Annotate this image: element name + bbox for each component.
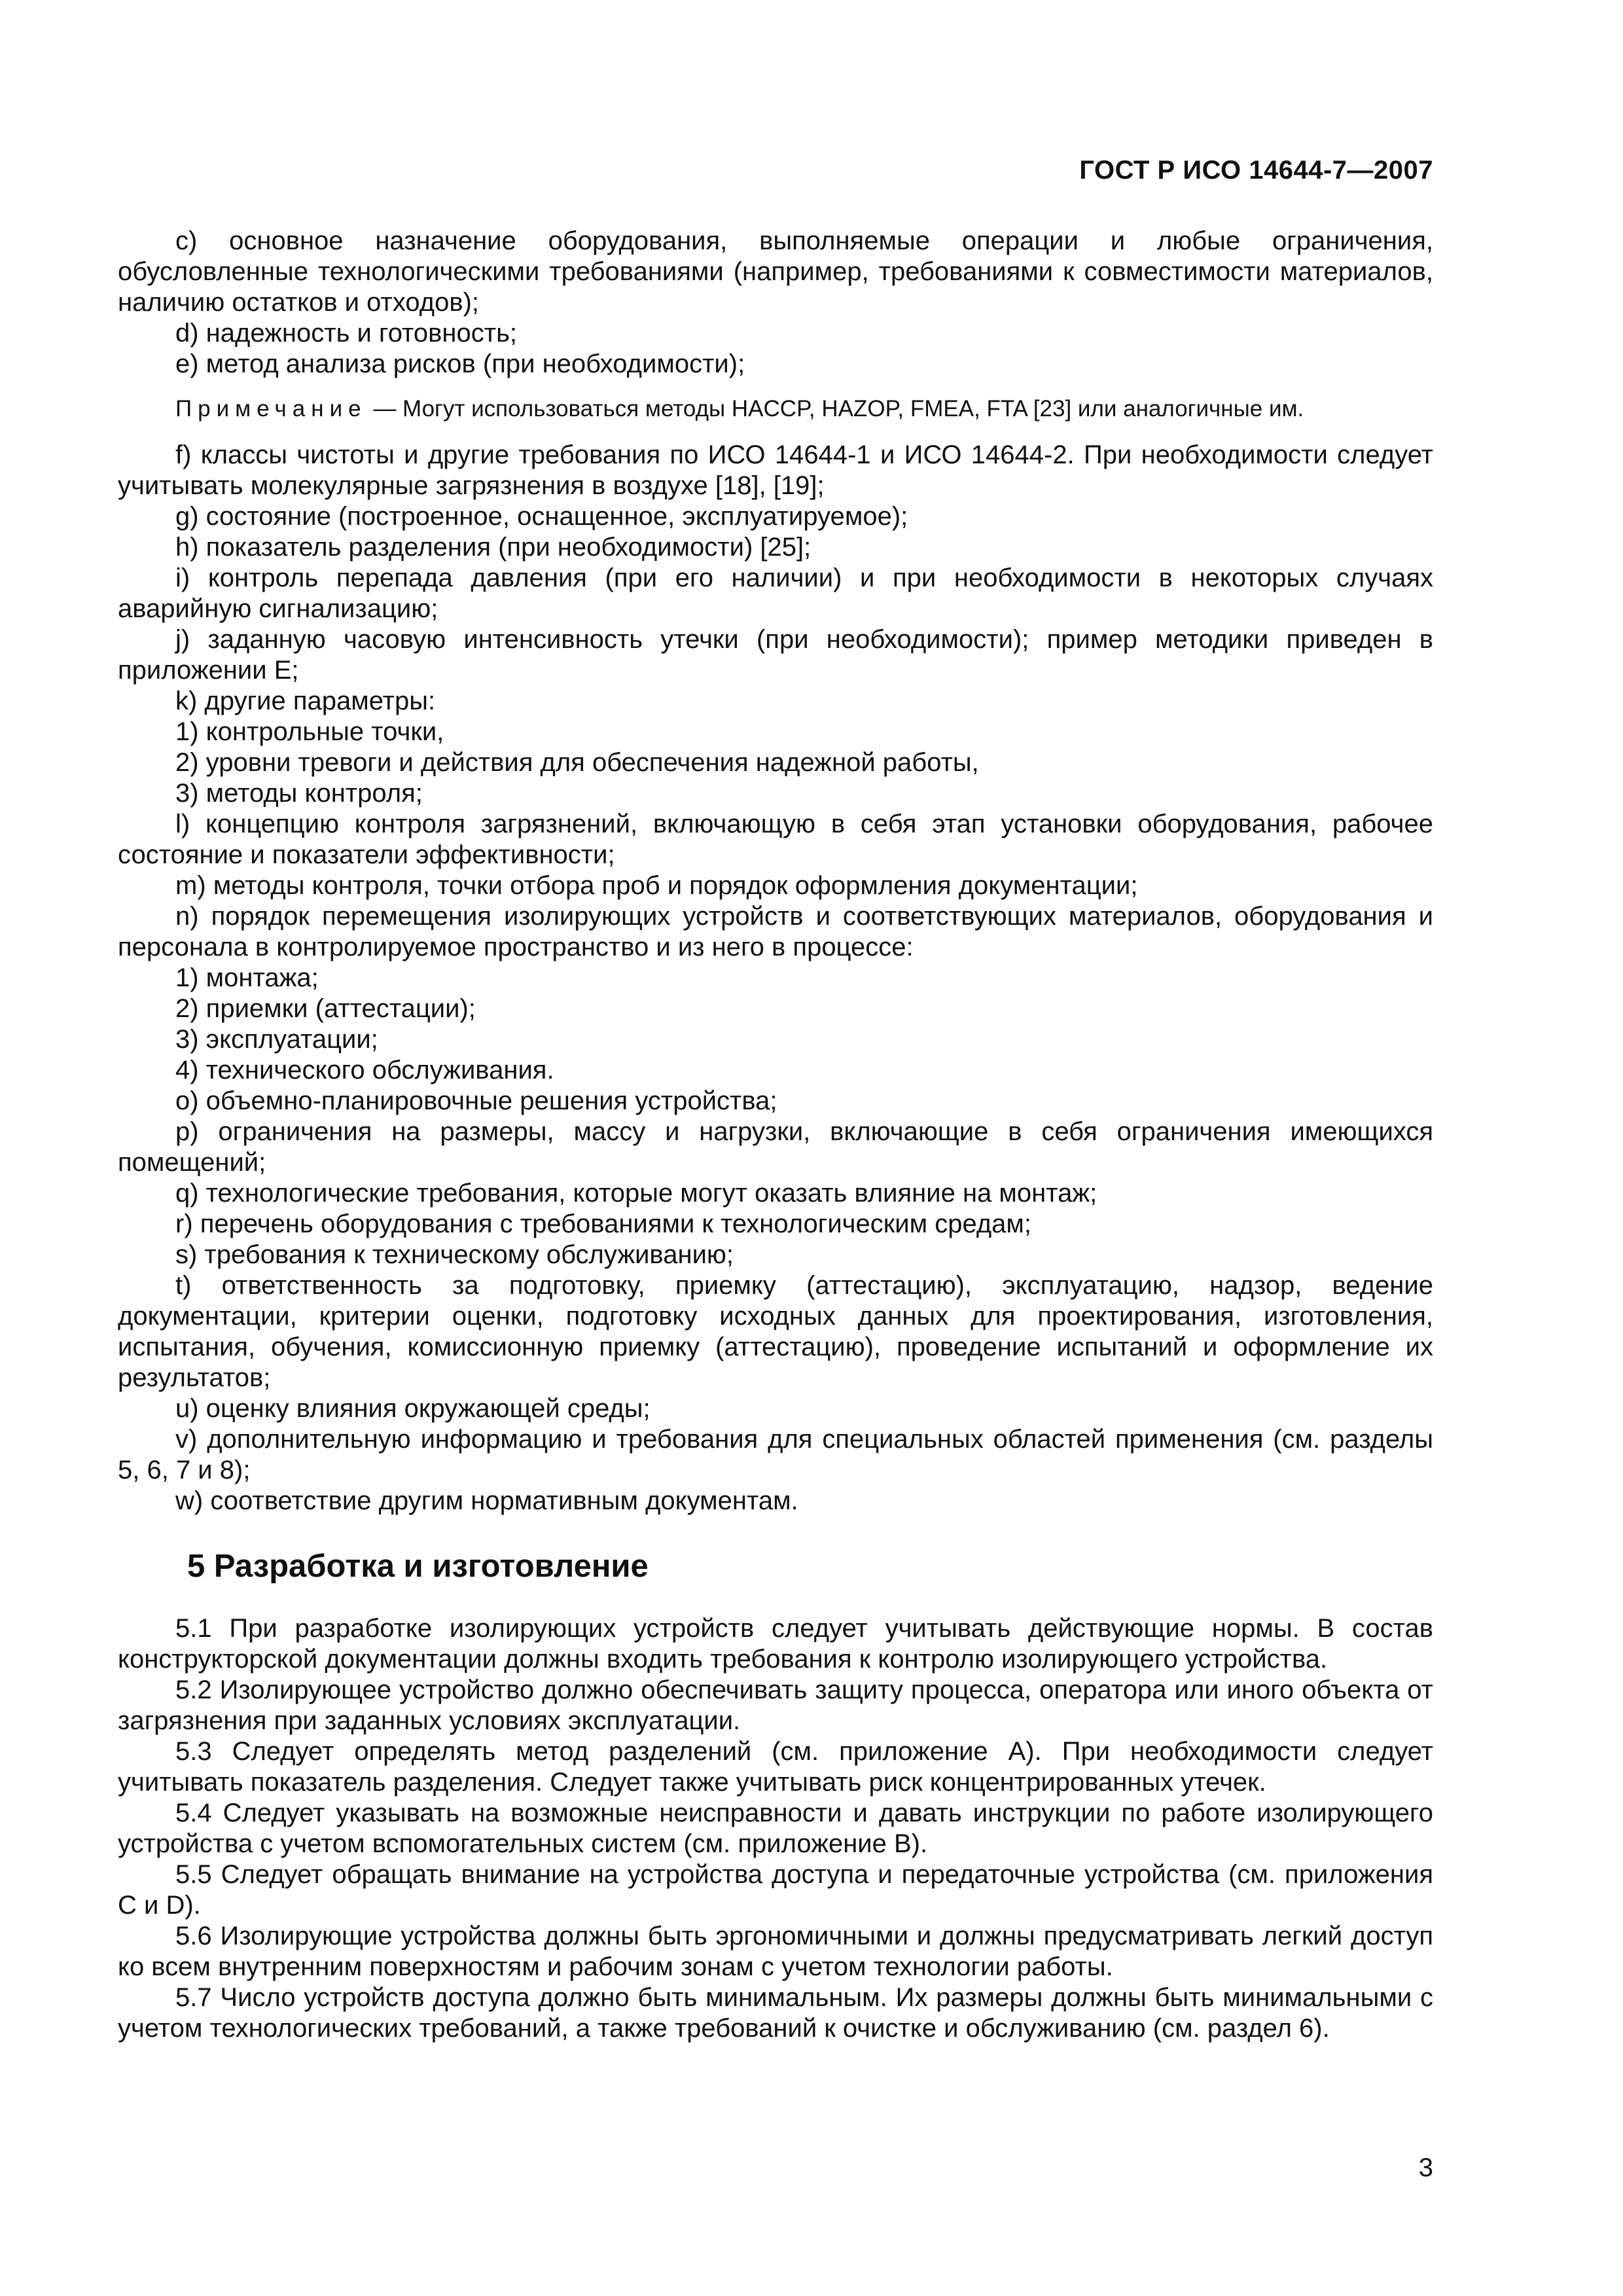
list-item: s) требования к техническому обслуживанию; xyxy=(175,1240,734,1269)
list-item: t) ответственность за подготовку, приемку (аттестацию), эксплуатацию, надзор, ведение документации, критерии оценки, подготовку исходных данных для проектирования, изготовления, испытания, обучения, комиссионную приемку (аттестацию), проведение испытаний и оформление их результатов; xyxy=(118,1271,1433,1392)
list-item: p) ограничения на размеры, массу и нагрузки, включающие в себя ограничения имеющихся помещений; xyxy=(118,1117,1433,1177)
section-paragraph: 5.5 Следует обращать внимание на устройства доступа и передаточные устройства (см. приложения С и D). xyxy=(118,1860,1433,1920)
list-before-note xyxy=(118,226,1433,380)
section-paragraph: 5.1 При разработке изолирующих устройств следует учитывать действующие нормы. В состав конструкторской документации должны входить требования к контролю изолирующего устройства. xyxy=(118,1614,1433,1674)
list-item: 1) монтажа; xyxy=(175,963,319,992)
document-body xyxy=(118,226,1433,2044)
list-item: 3) эксплуатации; xyxy=(175,1025,378,1054)
section-heading: 5 Разработка и изготовление xyxy=(187,1549,649,1584)
note xyxy=(118,394,1433,424)
list-item: l) концепцию контроля загрязнений, включающую в себя этап установки оборудования, рабочее состояние и показатели эффективности; xyxy=(118,810,1433,869)
section-paragraph: 5.4 Следует указывать на возможные неисправности и давать инструкции по работе изолирующего устройства с учетом вспомогательных систем (см. приложение В). xyxy=(118,1799,1433,1858)
section-paragraph: 5.3 Следует определять метод разделений (см. приложение А). При необходимости следует учитывать показатель разделения. Следует также учитывать риск концентрированных утечек. xyxy=(118,1737,1433,1797)
section-paragraph: 5.2 Изолирующее устройство должно обеспечивать защиту процесса, оператора или иного объекта от загрязнения при заданных условиях эксплуатации. xyxy=(118,1676,1433,1735)
page-number: 3 xyxy=(1418,2153,1433,2182)
list-item: o) объемно-планировочные решения устройства; xyxy=(175,1086,777,1115)
list-item: k) другие параметры: xyxy=(175,687,436,715)
list-item: h) показатель разделения (при необходимости) [25]; xyxy=(175,533,812,562)
list-item: 2) уровни тревоги и действия для обеспечения надежной работы, xyxy=(175,748,979,777)
note-text: — Могут использоваться методы HACCP, HAZOP, FMEA, FTA [23] или аналогичные им. xyxy=(366,396,1304,422)
list-item: e) метод анализа рисков (при необходимости); xyxy=(175,350,745,378)
list-item: 3) методы контроля; xyxy=(175,779,423,808)
section-paragraph: 5.6 Изолирующие устройства должны быть эргономичными и должны предусматривать легкий доступ ко всем внутренним поверхностям и рабочим зонам с учетом технологии работы. xyxy=(118,1922,1433,1981)
list-after-note xyxy=(118,440,1433,1516)
list-item: n) порядок перемещения изолирующих устройств и соответствующих материалов, оборудования и персонала в контролируемое пространство и из него в процессе: xyxy=(118,902,1433,961)
list-item: g) состояние (построенное, оснащенное, эксплуатируемое); xyxy=(175,502,908,531)
list-item: i) контроль перепада давления (при его наличии) и при необходимости в некоторых случаях аварийную сигнализацию; xyxy=(118,564,1433,623)
list-item: j) заданную часовую интенсивность утечки (при необходимости); пример методики приведен в приложении Е; xyxy=(118,625,1433,685)
list-item: 1) контрольные точки, xyxy=(175,717,444,746)
section-5-paragraphs xyxy=(118,1613,1433,2044)
list-item: d) надежность и готовность; xyxy=(175,319,518,348)
list-item: u) оценку влияния окружающей среды; xyxy=(175,1394,651,1423)
list-item: 2) приемки (аттестации); xyxy=(175,994,476,1023)
note-label: Примечание xyxy=(175,396,367,422)
list-item: 4) технического обслуживания. xyxy=(175,1056,554,1085)
list-item: f) классы чистоты и другие требования по ИСО 14644-1 и ИСО 14644-2. При необходимости следует учитывать молекулярные загрязнения в воздухе [18], [19]; xyxy=(118,440,1433,500)
list-item: m) методы контроля, точки отбора проб и порядок оформления документации; xyxy=(175,871,1138,900)
document-header-title: ГОСТ Р ИСО 14644-7—2007 xyxy=(1079,156,1433,185)
list-item: q) технологические требования, которые могут оказать влияние на монтаж; xyxy=(175,1179,1097,1208)
section-paragraph: 5.7 Число устройств доступа должно быть минимальным. Их размеры должны быть минимальными с учетом технологических требований, а также требований к очистке и обслуживанию (см. раздел 6). xyxy=(118,1983,1433,2043)
list-item: c) основное назначение оборудования, выполняемые операции и любые ограничения, обусловленные технологическими требованиями (например, требованиями к совместимости материалов, наличию остатков и отходов); xyxy=(118,226,1433,317)
list-item: r) перечень оборудования с требованиями к технологическим средам; xyxy=(175,1210,1032,1238)
list-item: v) дополнительную информацию и требования для специальных областей применения (см. разделы 5, 6, 7 и 8); xyxy=(118,1425,1433,1484)
list-item: w) соответствие другим нормативным документам. xyxy=(175,1486,798,1515)
